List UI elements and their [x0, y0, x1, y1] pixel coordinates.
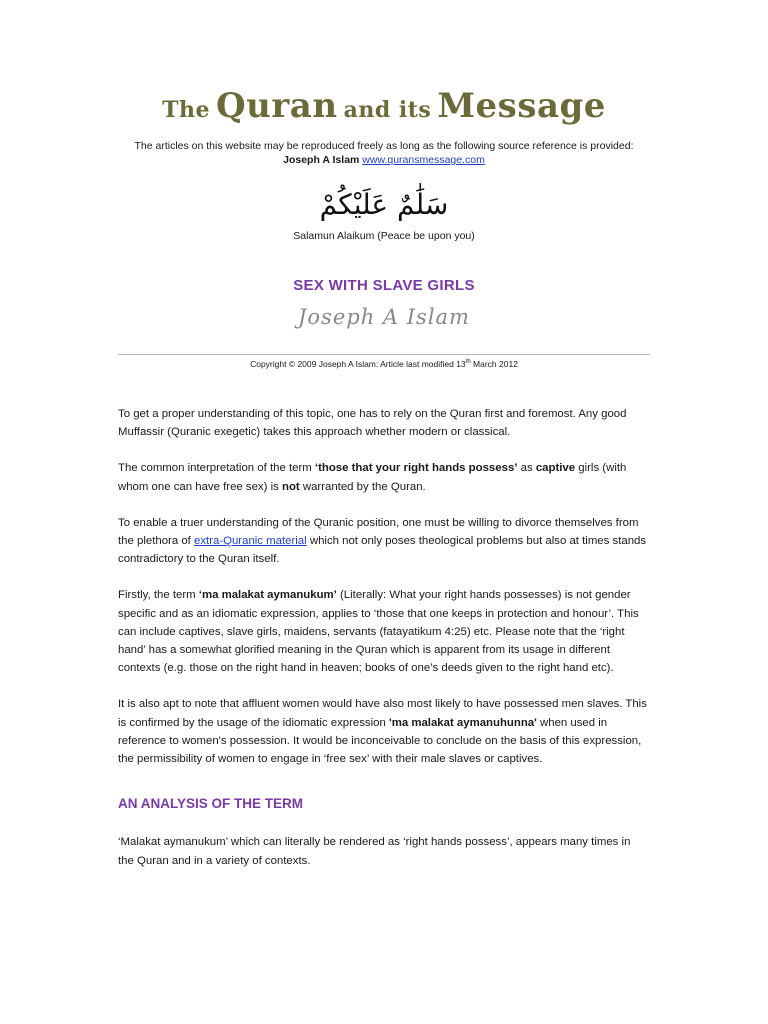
article-body: [118, 405, 648, 888]
masthead-the: The: [162, 97, 210, 123]
greeting-transliteration: Salamun Alaikum (Peace be upon you): [293, 230, 475, 242]
p2-bold-term: ‘those that your right hands possess’: [314, 462, 518, 475]
site-masthead: [0, 86, 768, 126]
p2-text-2: as: [517, 462, 536, 475]
extra-quranic-material-link[interactable]: extra-Quranic material: [194, 535, 307, 548]
p4-bold-term: ‘ma malakat aymanukum’: [198, 589, 337, 602]
paragraph-4: [118, 586, 648, 677]
section-heading: AN ANALYSIS OF THE TERM: [118, 796, 304, 812]
source-reference: [0, 153, 768, 167]
website-link[interactable]: www.quransmessage.com: [362, 154, 485, 166]
reproduction-notice: [0, 139, 768, 167]
p2-text-3: girls (with whom one can have free sex) is: [118, 462, 627, 493]
masthead-and-its: and its: [343, 97, 432, 123]
copyright-date: March 2012: [470, 359, 518, 369]
p2-text-4: warranted by the Quran.: [299, 480, 426, 493]
copyright-superscript: th: [465, 359, 471, 366]
p5-text-2: when used in reference to women's possession. It would be inconceivable to conclude on the basis of this expression, the permissibility of women to engage in ‘free sex’ with their male slaves or captives.: [118, 716, 642, 766]
p3-text-1: To enable a truer understanding of the Quranic position, one must be willing to divorce themselves from the plethora of: [118, 516, 639, 548]
p2-text-1: The common interpretation of the term: [118, 462, 315, 475]
divider: [118, 354, 650, 355]
p5-bold-term: 'ma malakat aymanuhunna': [388, 716, 537, 729]
p4-text-2: (Literally: What your right hands possesses) is not gender specific and as an idiomatic expression, applies to ‘those that one keeps in protection and honour’. This can include captives, slave girls, maidens, servants (fatayatikum 4:25) etc. Please note that the ‘right hand’ has a somewhat glorified meaning in the Quran which is apparent from its usage in different contexts (e.g. those on the right hand in heaven; books of one’s deeds given to the right hand etc).: [118, 589, 639, 675]
paragraph-2: [118, 459, 648, 495]
arabic-greeting: سَلَٰمٌ عَلَيْكُمْ: [319, 188, 449, 221]
paragraph-6: ‘Malakat aymanukum’ which can literally be rendered as ‘right hands possess’, appears many times in the Quran and in a variety of contexts.: [118, 836, 631, 867]
masthead-message: Message: [437, 86, 606, 126]
copyright-line: [0, 359, 768, 369]
author-signature: Joseph A Islam: [298, 305, 470, 329]
author-name: Joseph A Islam: [283, 154, 360, 166]
paragraph-3: [118, 514, 648, 569]
p2-bold-not: not: [281, 480, 300, 493]
paragraph-1: To get a proper understanding of this topic, one has to rely on the Quran first and foremost. Any good Muffassir (Quranic exegetic) takes this approach whether modern or classical.: [118, 408, 627, 439]
notice-text: The articles on this website may be reproduced freely as long as the following source reference is provided:: [134, 140, 634, 152]
paragraph-5: [118, 695, 648, 768]
copyright-text: Copyright © 2009 Joseph A Islam: Article last modified 13: [250, 359, 466, 369]
p5-text-1: It is also apt to note that affluent women would have also most likely to have possessed men slaves. This is confirmed by the usage of the idiomatic expression: [118, 698, 647, 729]
masthead-quran: Quran: [216, 86, 338, 126]
p3-text-2: which not only poses theological problems but also at times stands contradictory to the Quran itself.: [118, 535, 647, 566]
p4-text-1: Firstly, the term: [118, 589, 199, 602]
p2-bold-captive: captive: [535, 462, 576, 475]
article-title: SEX WITH SLAVE GIRLS: [293, 277, 475, 294]
